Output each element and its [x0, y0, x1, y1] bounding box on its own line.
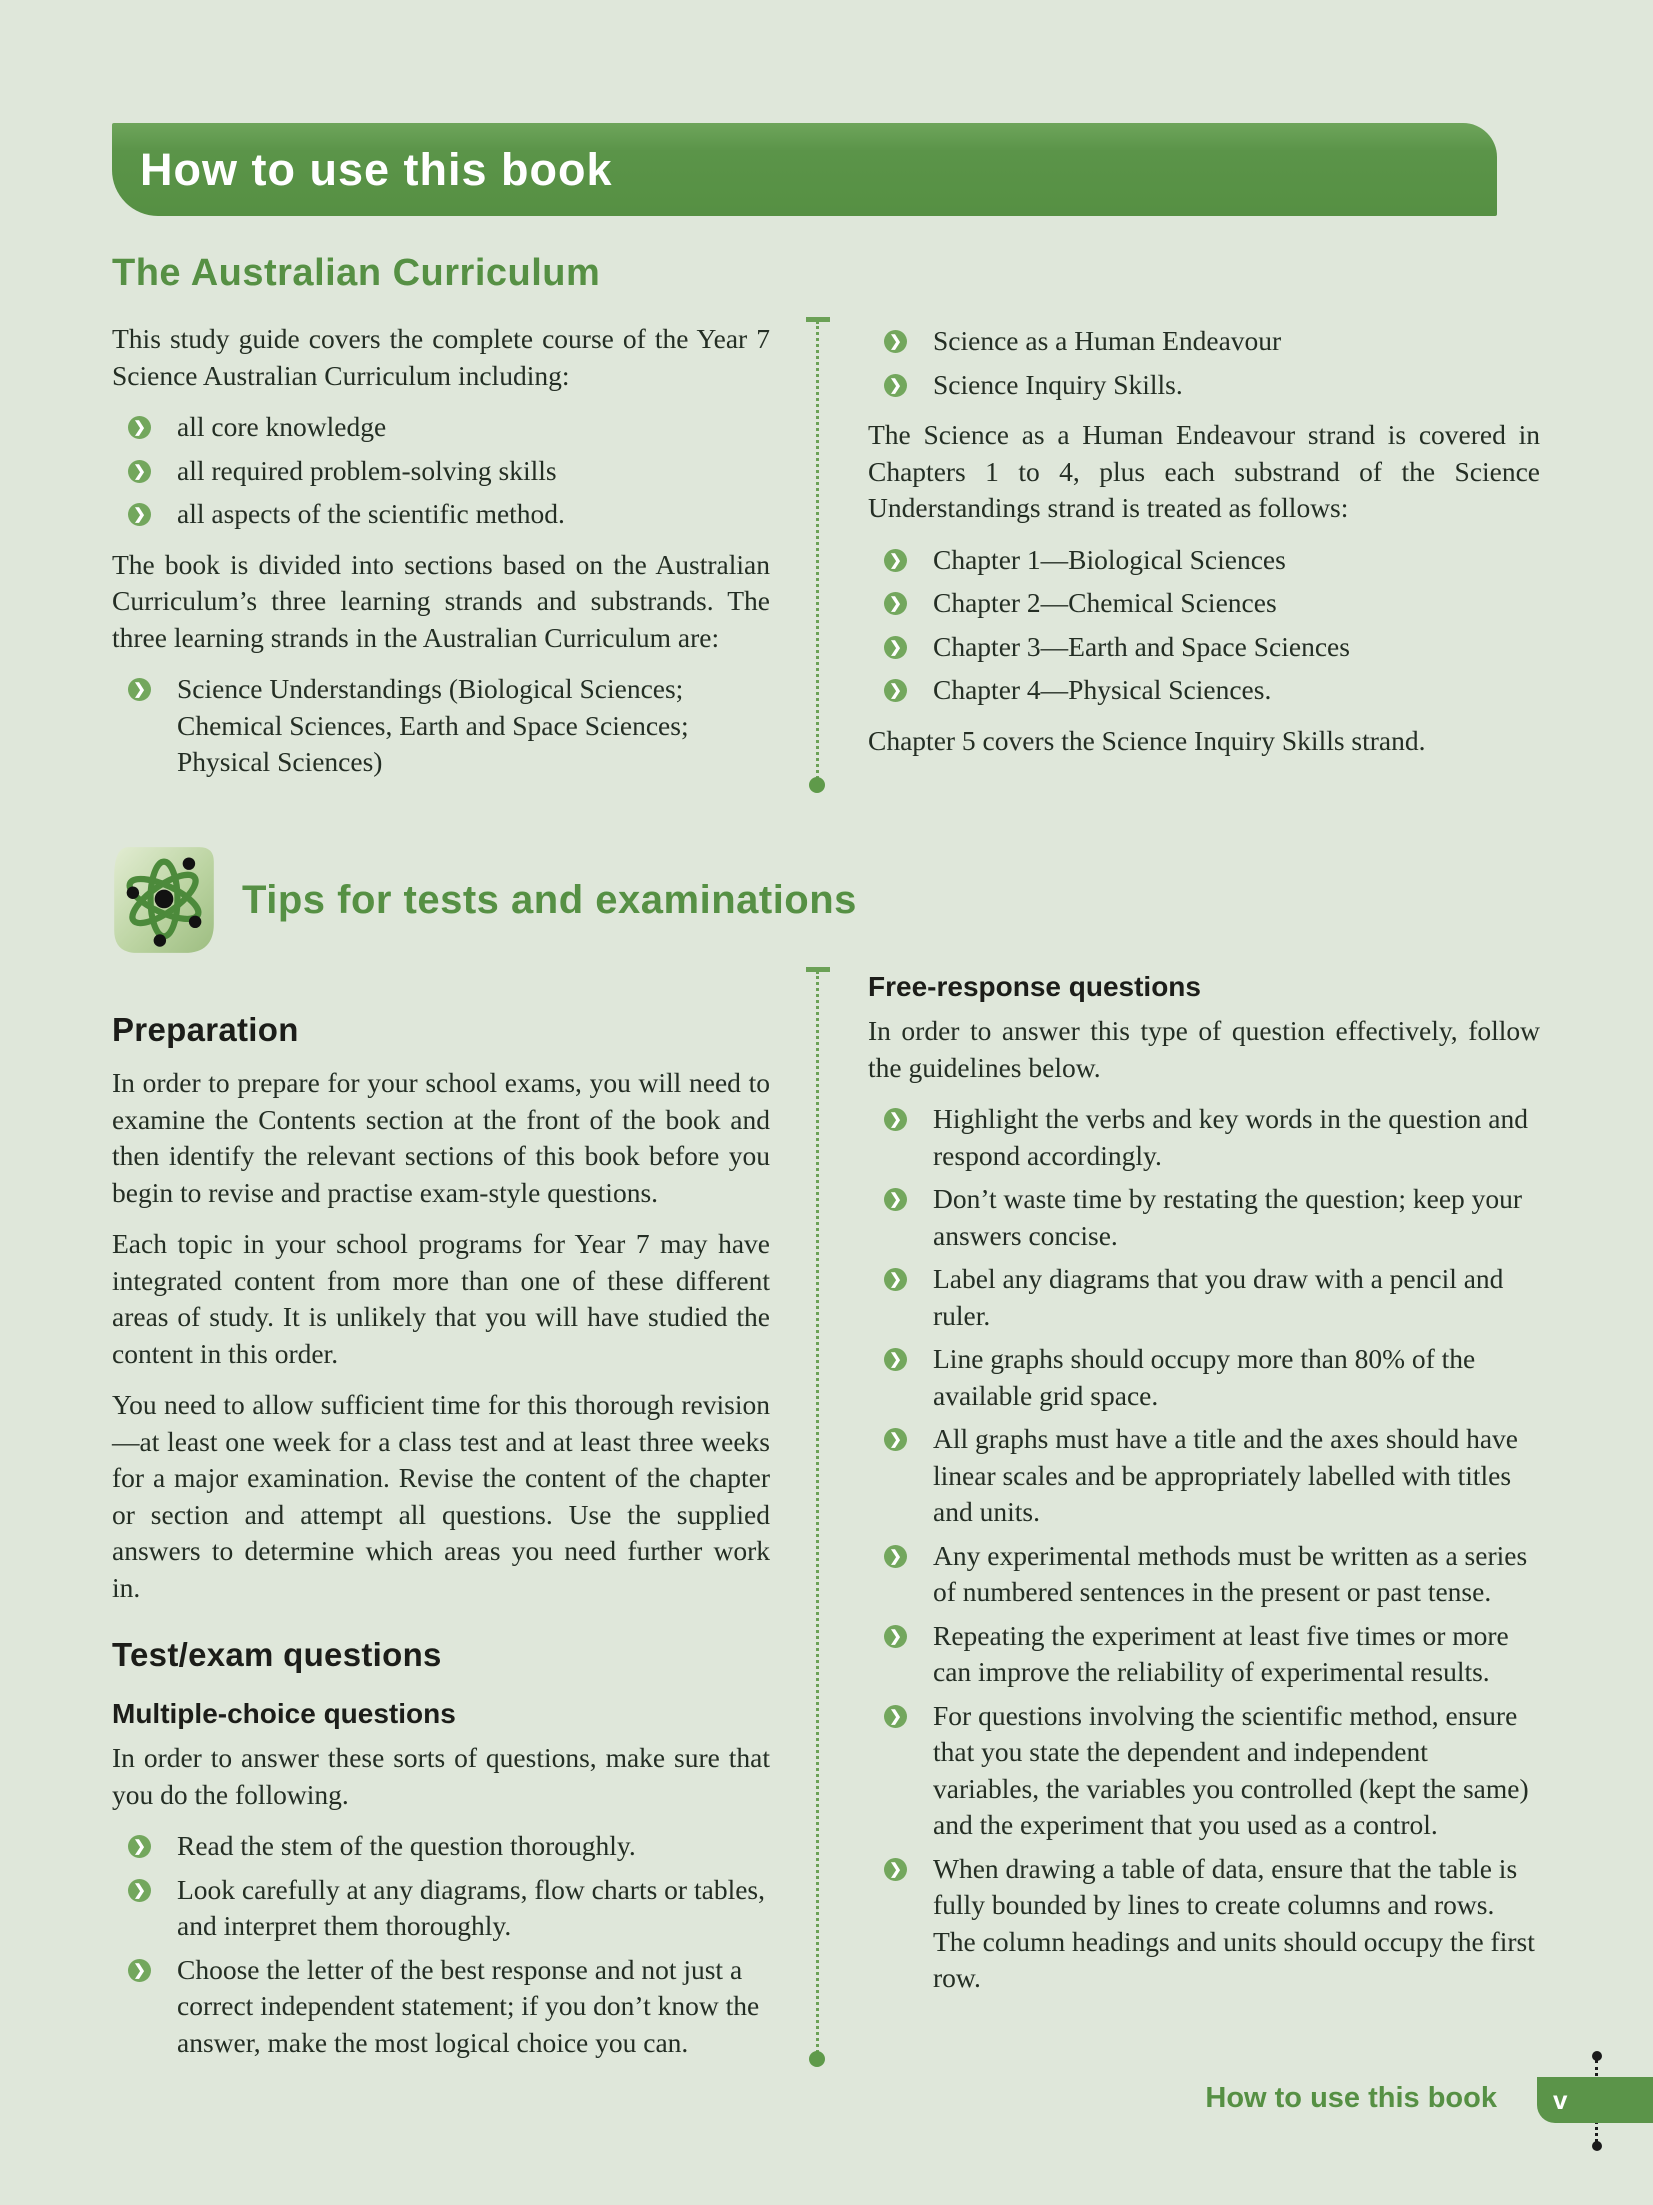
- bullet-text: Repeating the experiment at least five times or more can improve the reliability of experimental results.: [933, 1619, 1509, 1687]
- column-right: [868, 971, 1540, 2075]
- subsection-heading: Preparation: [112, 1011, 299, 1048]
- arrow-bullet-icon: ❯: [884, 1625, 907, 1648]
- list-item: [868, 542, 1540, 579]
- list-item: [868, 672, 1540, 709]
- bullet-text: Chapter 1—Biological Sciences: [933, 543, 1286, 575]
- footer-section-label: How to use this book: [1205, 2082, 1497, 2114]
- bullet-text: all required problem-solving skills: [177, 454, 557, 486]
- list-item: [868, 629, 1540, 666]
- arrow-bullet-icon: ❯: [128, 416, 151, 439]
- bullet-text: Look carefully at any diagrams, flow charts or tables, and interpret them thoroughly.: [177, 1873, 765, 1941]
- page-title: How to use this book: [140, 143, 613, 195]
- list-item: [112, 1828, 770, 1865]
- list-item: [868, 1851, 1540, 1997]
- arrow-bullet-icon: ❯: [884, 1188, 907, 1211]
- arrow-bullet-icon: ❯: [884, 679, 907, 702]
- arrow-bullet-icon: ❯: [884, 1108, 907, 1131]
- bullet-list: [868, 1101, 1540, 1997]
- arrow-bullet-icon: ❯: [128, 1959, 151, 1982]
- bullet-text: Chapter 3—Earth and Space Sciences: [933, 630, 1350, 662]
- bullet-text: Science as a Human Endeavour: [933, 325, 1282, 356]
- section-australian-curriculum: [112, 252, 1540, 795]
- page-number: v: [1553, 2084, 1568, 2115]
- bullet-text: For questions involving the scientific method, ensure that you state the dependent and independent variables, the variables you controlled (kept the same) and the experiment that you used as a control.: [933, 1699, 1529, 1840]
- paragraph: The Science as a Human Endeavour strand is covered in Chapters 1 to 4, plus each substrand of the Science Understandings strand is treated as follows:: [868, 419, 1540, 523]
- list-item: [868, 323, 1540, 360]
- bullet-text: all core knowledge: [177, 411, 387, 442]
- arrow-bullet-icon: ❯: [128, 1879, 151, 1902]
- arrow-bullet-icon: ❯: [884, 592, 907, 615]
- list-item: [112, 1952, 770, 2062]
- list-item: [112, 409, 770, 446]
- bullet-text: Line graphs should occupy more than 80% of the available grid space.: [933, 1343, 1476, 1411]
- list-item: [868, 1698, 1540, 1844]
- arrow-bullet-icon: ❯: [884, 549, 907, 572]
- bullet-text: When drawing a table of data, ensure that the table is fully bounded by lines to create columns and rows. The column headings and units should occupy the first row.: [933, 1852, 1535, 1993]
- atom-icon: [112, 845, 216, 955]
- bullet-list: [868, 542, 1540, 709]
- bullet-text: Science Inquiry Skills.: [933, 368, 1183, 400]
- bullet-list: [112, 1828, 770, 2061]
- bullet-text: Label any diagrams that you draw with a pencil and ruler.: [933, 1263, 1504, 1331]
- list-item: [112, 496, 770, 533]
- bullet-text: Highlight the verbs and key words in the question and respond accordingly.: [933, 1103, 1528, 1171]
- arrow-bullet-icon: ❯: [884, 636, 907, 659]
- page-banner: [112, 123, 1497, 216]
- paragraph: In order to answer these sorts of questions, make sure that you do the following.: [112, 1742, 770, 1810]
- arrow-bullet-icon: ❯: [884, 374, 907, 397]
- two-column-layout: [112, 971, 1540, 2075]
- page-number-tab: [1537, 2077, 1653, 2123]
- arrow-bullet-icon: ❯: [884, 330, 907, 353]
- list-item: [112, 1872, 770, 1945]
- arrow-bullet-icon: ❯: [884, 1545, 907, 1568]
- arrow-bullet-icon: ❯: [128, 460, 151, 483]
- arrow-bullet-icon: ❯: [128, 1835, 151, 1858]
- tips-header: [112, 845, 1540, 955]
- bullet-text: Don’t waste time by restating the question; keep your answers concise.: [933, 1183, 1523, 1251]
- two-column-layout: [112, 321, 1540, 795]
- bullet-list: [112, 409, 770, 533]
- paragraph: In order to answer this type of question effectively, follow the guidelines below.: [868, 1015, 1540, 1083]
- section-title: The Australian Curriculum: [112, 252, 601, 294]
- arrow-bullet-icon: ❯: [884, 1705, 907, 1728]
- bullet-text: all aspects of the scientific method.: [177, 498, 565, 529]
- arrow-bullet-icon: ❯: [128, 503, 151, 526]
- paragraph: You need to allow sufficient time for this thorough revision—at least one week for a class test and at least three weeks for a major examination. Revise the content of the chapter or section and attempt all questions. Use the supplied answers to determine which areas you need further work in.: [112, 1389, 770, 1603]
- bullet-list: [868, 323, 1540, 403]
- bullet-text: Any experimental methods must be written as a series of numbered sentences in the present or past tense.: [933, 1539, 1528, 1607]
- arrow-bullet-icon: ❯: [884, 1858, 907, 1881]
- bullet-list: [112, 671, 770, 781]
- list-item: [868, 1181, 1540, 1254]
- list-item: [868, 1618, 1540, 1691]
- dotted-divider: [816, 971, 822, 2059]
- paragraph: Each topic in your school programs for Year 7 may have integrated content from more than one of these different areas of study. It is unlikely that you will have studied the content in this order.: [112, 1228, 770, 1369]
- bullet-text: All graphs must have a title and the axes should have linear scales and be appropriately labelled with titles and units.: [933, 1423, 1518, 1527]
- subsection-heading: Free-response questions: [868, 971, 1201, 1002]
- column-left: [112, 971, 770, 2075]
- list-item: [868, 1341, 1540, 1414]
- list-item: [868, 1421, 1540, 1531]
- list-item: [868, 585, 1540, 622]
- arrow-bullet-icon: ❯: [884, 1268, 907, 1291]
- bullet-text: Read the stem of the question thoroughly.: [177, 1830, 636, 1861]
- arrow-bullet-icon: ❯: [884, 1428, 907, 1451]
- list-item: [112, 453, 770, 490]
- arrow-bullet-icon: ❯: [128, 678, 151, 701]
- subsection-heading: Test/exam questions: [112, 1636, 442, 1673]
- bullet-text: Science Understandings (Biological Sciences; Chemical Sciences, Earth and Space Sciences; Physical Sciences): [177, 673, 689, 777]
- list-item: [868, 367, 1540, 404]
- paragraph: The book is divided into sections based on the Australian Curriculum’s three learning strands and substrands. The three learning strands in the Australian Curriculum are:: [112, 548, 770, 653]
- paragraph: Chapter 5 covers the Science Inquiry Skills strand.: [868, 724, 1426, 756]
- dotted-divider: [816, 321, 822, 785]
- paragraph: In order to prepare for your school exams, you will need to examine the Contents section at the front of the book and then identify the relevant sections of this book before you begin to revise and practise exam-style questions.: [112, 1067, 770, 1208]
- paragraph: This study guide covers the complete course of the Year 7 Science Australian Curriculum including:: [112, 323, 770, 391]
- bullet-text: Chapter 4—Physical Sciences.: [933, 674, 1272, 705]
- column-left: [112, 321, 770, 795]
- list-item: [868, 1538, 1540, 1611]
- list-item: [112, 671, 770, 781]
- list-item: [868, 1261, 1540, 1334]
- bullet-text: Choose the letter of the best response and not just a correct independent statement; if you don’t know the answer, make the most logical choice you can.: [177, 1953, 760, 2058]
- arrow-bullet-icon: ❯: [884, 1348, 907, 1371]
- subsection-heading: Multiple-choice questions: [112, 1698, 456, 1729]
- column-right: [868, 321, 1540, 795]
- bullet-text: Chapter 2—Chemical Sciences: [933, 587, 1277, 618]
- section-tips: [112, 845, 1540, 2075]
- section-title: Tips for tests and examinations: [242, 877, 857, 922]
- list-item: [868, 1101, 1540, 1174]
